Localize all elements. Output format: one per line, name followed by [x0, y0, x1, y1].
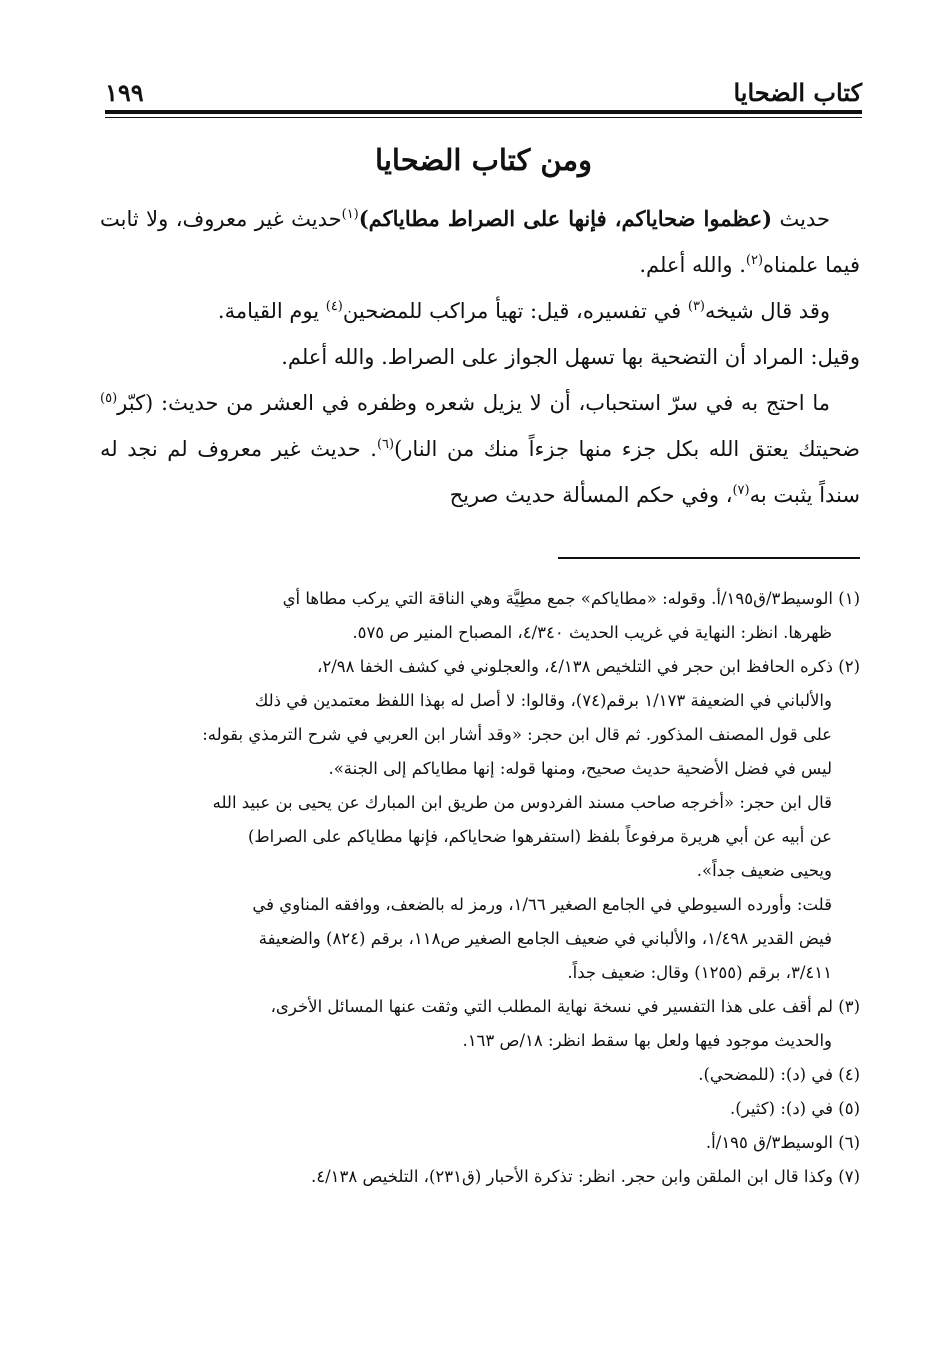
footnote-2-line-3: على قول المصنف المذكور. ثم قال ابن حجر: «وقد أشار ابن العربي في شرح الترمذي بقوله:	[202, 725, 832, 744]
footnote-2-line-6: عن أبيه عن أبي هريرة مرفوعاً بلفظ (استفرهوا ضحاياكم، فإنها مطاياكم على الصراط)	[247, 827, 832, 846]
p2-text-b: في تفسيره، قيل: تهيأ مراكب للمضحين	[342, 299, 688, 323]
page-header	[105, 74, 862, 108]
chapter-title: ومن كتاب الضحايا	[374, 143, 592, 177]
footnote-1: (١) الوسيط٣/ق١٩٥/أ. وقوله: «مطاياكم» جمع مطِيَّة وهي الناقة التي يركب مطاها أي	[282, 589, 860, 608]
footnotes	[100, 582, 860, 1194]
footnote-3: (٣) لم أقف على هذا التفسير في نسخة نهاية المطلب التي وثقت عنها المسائل الأخرى،	[270, 997, 860, 1016]
footnote-2-line-8: قلت: وأورده السيوطي في الجامع الصغير ١/٦٦، ورمز له بالضعف، ووافقه المناوي في	[252, 895, 832, 914]
paragraph-3: وقيل: المراد أن التضحية بها تسهل الجواز على الصراط. والله أعلم.	[281, 345, 860, 369]
p1-text-a: حديث غير معروف، ولا ثابت فيما علمناه	[100, 207, 860, 277]
footnote-ref-3: (٣)	[687, 299, 705, 314]
paragraph-4	[100, 380, 860, 518]
p2-text-a: وقد قال شيخه	[705, 299, 830, 323]
footnote-2-line-4: ليس في فضل الأضحية حديث صحيح، ومنها قوله: إنها مطاياكم إلى الجنة».	[328, 759, 832, 778]
footnote-2-line-7: ويحيى ضعيف جداً».	[696, 861, 832, 880]
footnote-ref-7: (٧)	[732, 483, 750, 498]
p2-text-c: يوم القيامة.	[217, 299, 326, 323]
paragraph-1	[100, 196, 860, 288]
footnote-2-line-9: فيض القدير ١/٤٩٨، والألباني في ضعيف الجامع الصغير ص١١٨، برقم (٨٢٤) والضعيفة	[258, 929, 832, 948]
footnote-7: (٧) وكذا قال ابن الملقن وابن حجر. انظر: تذكرة الأحبار (ق٢٣١)، التلخيص ٤/١٣٨.	[311, 1167, 860, 1186]
footnote-ref-6: (٦)	[376, 437, 395, 452]
footnote-2-line-5: قال ابن حجر: «أخرجه صاحب مسند الفردوس من طريق ابن المبارك عن يحيى بن عبيد الله	[212, 793, 832, 812]
footnote-1-cont: ظهرها. انظر: النهاية في غريب الحديث ٤/٣٤٠، المصباح المنير ص ٥٧٥.	[352, 623, 832, 642]
footnote-5: (٥) في (د): (كثير).	[730, 1099, 860, 1118]
p4-text-b: ضحيتك يعتق الله بكل جزء منها جزءاً منك من النار)	[394, 437, 860, 461]
footnote-2-line-10: ٣/٤١١، برقم (١٢٥٥) وقال: ضعيف جداً.	[567, 963, 832, 982]
running-title: كتاب الضحايا	[733, 78, 862, 107]
page-number: ١٩٩	[105, 78, 144, 107]
p1-text-b: . والله أعلم.	[639, 253, 746, 277]
footnote-separator	[558, 557, 860, 559]
paragraph-2	[100, 288, 860, 334]
footnote-6: (٦) الوسيط٣/ق ١٩٥/أ.	[705, 1133, 860, 1152]
hadith-quote-1: (عظموا ضحاياكم، فإنها على الصراط مطاياكم)	[358, 206, 773, 231]
p4-text-d: ، وفي حكم المسألة حديث صريح	[449, 483, 733, 507]
footnote-3-cont: والحديث موجود فيها ولعل بها سقط انظر: ١٨/ص ١٦٣.	[462, 1031, 832, 1050]
main-text	[100, 196, 860, 518]
p4-text-a: ما احتج به في سرّ استحباب، أن لا يزيل شعره وظفره في العشر من حديث: (كبّر	[117, 391, 830, 415]
footnote-4: (٤) في (د): (للمضحي).	[698, 1065, 860, 1084]
p4-text-c: . حديث غير معروف لم نجد له سنداً يثبت به	[100, 437, 860, 507]
header-rule-thick	[105, 110, 862, 114]
footnote-2: (٢) ذكره الحافظ ابن حجر في التلخيص ٤/١٣٨، والعجلوني في كشف الخفا ٢/٩٨،	[317, 657, 860, 676]
footnote-ref-1: (١)	[341, 207, 359, 222]
header-rule-thin	[105, 117, 862, 118]
footnote-2-line-2: والألباني في الضعيفة ١/١٧٣ برقم(٧٤)، وقالوا: لا أصل له بهذا اللفظ معتمدين في ذلك	[254, 691, 832, 710]
footnote-ref-5: (٥)	[100, 391, 118, 406]
footnote-ref-2: (٢)	[745, 253, 764, 268]
footnote-ref-4: (٤)	[325, 299, 343, 314]
p1-intro: حديث	[779, 207, 830, 231]
